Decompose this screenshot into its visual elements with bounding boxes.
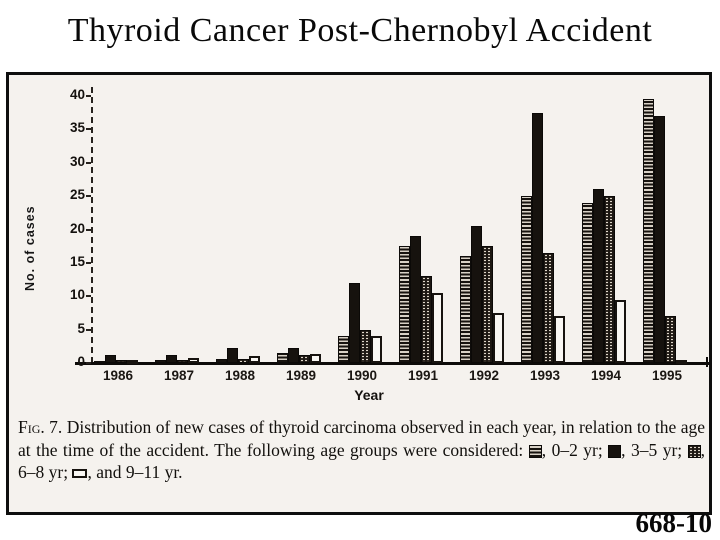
slide-title: Thyroid Cancer Post-Chernobyl Accident — [67, 12, 653, 49]
bar-1992-hstripes — [460, 256, 471, 363]
bar-1993-speckled — [543, 253, 554, 363]
x-tick-label: 1992 — [468, 368, 500, 383]
y-tick-label: 35 — [69, 120, 85, 136]
bar-1986-solid — [105, 355, 116, 363]
y-tick-mark — [86, 95, 91, 97]
legend-glyph-hstripes — [529, 445, 542, 458]
y-tick-label: 0 — [77, 354, 85, 369]
bar-1986-speckled — [116, 360, 127, 363]
y-tick-mark — [86, 229, 91, 231]
bar-1989-speckled — [299, 355, 310, 363]
bar-1992-speckled — [482, 246, 493, 363]
bar-1994-solid — [593, 189, 604, 363]
bar-1994-hstripes — [582, 203, 593, 363]
bar-1994-open — [615, 300, 626, 363]
x-tick-label: 1991 — [407, 368, 439, 383]
x-tick-label: 1986 — [102, 368, 134, 383]
bar-1987-solid — [166, 355, 177, 363]
y-tick-mark — [86, 195, 91, 197]
bar-1989-hstripes — [277, 353, 288, 363]
y-axis-label: No. of cases — [23, 205, 37, 291]
bar-1991-solid — [410, 236, 421, 363]
legend-glyph-solid — [608, 445, 621, 458]
y-tick-label: 5 — [77, 320, 85, 336]
y-tick-mark — [86, 329, 91, 331]
x-tick-label: 1987 — [163, 368, 195, 383]
x-tick-label: 1994 — [590, 368, 622, 383]
y-tick-label: 10 — [69, 287, 85, 303]
bar-1995-solid — [654, 116, 665, 363]
y-tick-label: 40 — [69, 87, 85, 102]
y-tick-mark — [86, 162, 91, 164]
y-tick-label: 20 — [69, 220, 85, 236]
bar-1987-open — [188, 358, 199, 363]
bar-1986-open — [127, 360, 138, 364]
x-tick-label: 1995 — [651, 368, 683, 383]
bar-1987-hstripes — [155, 360, 166, 363]
bar-1992-open — [493, 313, 504, 363]
slide-number: 668-10 — [635, 508, 712, 538]
y-tick-mark — [86, 295, 91, 297]
figure-label: Fig. 7. — [18, 417, 63, 437]
figure-box — [6, 72, 712, 515]
x-tick-label: 1990 — [346, 368, 378, 383]
bar-1989-open — [310, 354, 321, 363]
bar-1987-speckled — [177, 360, 188, 363]
bar-1990-speckled — [360, 330, 371, 363]
y-tick-label: 15 — [69, 253, 85, 269]
bar-1995-speckled — [665, 316, 676, 363]
y-tick-mark — [86, 362, 91, 364]
bar-1993-hstripes — [521, 196, 532, 363]
x-tick-label: 1988 — [224, 368, 256, 383]
x-axis-label: Year — [354, 387, 384, 403]
bar-1992-solid — [471, 226, 482, 363]
y-tick-mark — [86, 128, 91, 130]
bar-1991-open — [432, 293, 443, 363]
x-tick-label: 1993 — [529, 368, 561, 383]
bar-1994-speckled — [604, 196, 615, 363]
bar-1986-hstripes — [94, 361, 105, 363]
bar-1989-solid — [288, 348, 299, 363]
bar-1993-open — [554, 316, 565, 363]
bar-1988-open — [249, 356, 260, 363]
bar-1991-hstripes — [399, 246, 410, 363]
bar-1988-solid — [227, 348, 238, 363]
y-tick-label: 30 — [69, 153, 85, 169]
legend-glyph-speckled — [688, 445, 701, 458]
bar-1988-hstripes — [216, 359, 227, 363]
bar-1990-solid — [349, 283, 360, 363]
chart — [9, 75, 709, 415]
x-tick-label: 1989 — [285, 368, 317, 383]
y-tick-label: 25 — [69, 187, 85, 203]
bar-1988-speckled — [238, 359, 249, 363]
legend-glyph-open — [72, 469, 87, 478]
bar-1995-open — [676, 360, 687, 364]
x-axis-end-tick — [706, 357, 708, 367]
figure-caption: Fig. 7. Distribution of new cases of thyroid carcinoma observed in each year, in relation to the age at the time of the accident. The following age groups were considered: , 0–2 yr; , 3–5 yr; , 6–8 yr; , and 9–11 yr. — [18, 417, 705, 482]
bar-1990-hstripes — [338, 336, 349, 363]
y-tick-mark — [86, 262, 91, 264]
y-axis-line — [91, 87, 93, 363]
bar-1993-solid — [532, 113, 543, 363]
bar-1990-open — [371, 336, 382, 363]
bar-1991-speckled — [421, 276, 432, 363]
bar-1995-hstripes — [643, 99, 654, 363]
